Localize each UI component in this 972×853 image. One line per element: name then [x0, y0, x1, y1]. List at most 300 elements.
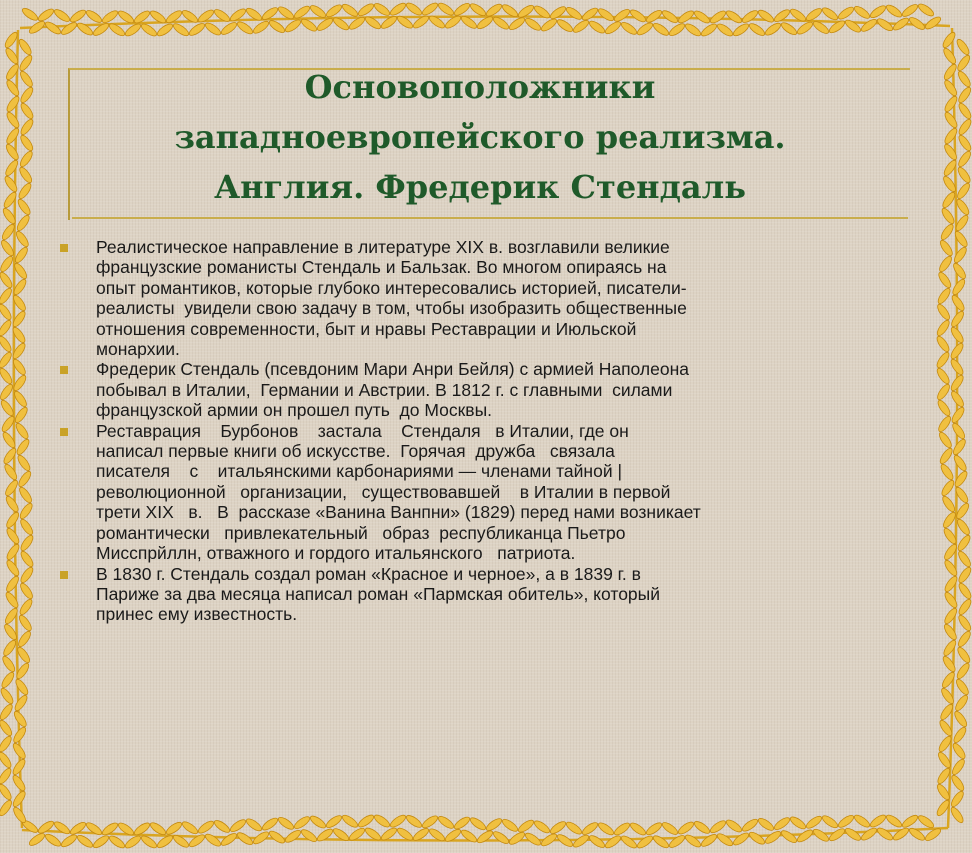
laurel-leaf-icon — [2, 447, 18, 466]
laurel-leaf-icon — [197, 819, 216, 835]
laurel-leaf-icon — [12, 278, 28, 297]
laurel-leaf-icon — [11, 358, 27, 377]
laurel-leaf-icon — [952, 454, 968, 473]
laurel-leaf-icon — [12, 710, 28, 729]
laurel-leaf-icon — [620, 20, 639, 36]
laurel-leaf-icon — [396, 14, 415, 30]
laurel-leaf-icon — [85, 821, 104, 837]
laurel-leaf-icon — [5, 95, 21, 114]
text-line: Реалистическое направление в литературе XIX в. возглавили великие — [96, 237, 670, 257]
laurel-leaf-icon — [149, 9, 168, 25]
laurel-leaf-icon — [629, 821, 648, 837]
text-line: Париже за два месяца написал роман «Пармская обитель», который — [96, 583, 661, 604]
laurel-leaf-icon — [261, 816, 280, 832]
laurel-leaf-icon — [4, 143, 20, 162]
laurel-leaf-icon — [517, 3, 536, 19]
laurel-leaf-icon — [588, 833, 607, 849]
laurel-leaf-icon — [950, 774, 966, 793]
laurel-leaf-icon — [572, 833, 591, 849]
laurel-leaf-icon — [953, 470, 969, 489]
laurel-leaf-icon — [828, 827, 847, 843]
laurel-leaf-icon — [17, 182, 33, 201]
laurel-leaf-icon — [4, 495, 20, 514]
laurel-leaf-icon — [741, 8, 760, 24]
laurel-leaf-icon — [15, 214, 31, 233]
laurel-leaf-icon — [300, 828, 319, 844]
laurel-leaf-icon — [165, 820, 184, 836]
text-line: опыт романтиков, которые глубоко интересовались историей, писатели- — [96, 277, 687, 298]
laurel-leaf-icon — [101, 821, 120, 837]
laurel-leaf-icon — [18, 598, 34, 617]
laurel-leaf-icon — [908, 826, 927, 842]
laurel-leaf-icon — [942, 623, 958, 642]
laurel-leaf-icon — [935, 351, 951, 370]
laurel-leaf-icon — [16, 198, 32, 217]
bullet-item — [58, 237, 818, 359]
laurel-leaf-icon — [684, 22, 703, 38]
laurel-leaf-icon — [21, 818, 40, 834]
laurel-leaf-icon — [951, 262, 967, 281]
laurel-leaf-icon — [572, 18, 591, 34]
laurel-leaf-icon — [28, 19, 47, 35]
laurel-leaf-icon — [0, 255, 15, 274]
laurel-leaf-icon — [869, 4, 888, 20]
laurel-leaf-icon — [18, 54, 34, 73]
laurel-leaf-icon — [941, 655, 957, 674]
laurel-leaf-icon — [0, 271, 14, 290]
laurel-leaf-icon — [942, 63, 958, 82]
title-line: Основоположники — [304, 68, 656, 106]
laurel-leaf-icon — [364, 15, 383, 31]
laurel-leaf-icon — [3, 479, 19, 498]
laurel-leaf-icon — [942, 527, 958, 546]
laurel-leaf-icon — [937, 735, 953, 754]
laurel-leaf-icon — [885, 813, 904, 829]
laurel-leaf-icon — [380, 826, 399, 842]
laurel-leaf-icon — [18, 502, 34, 521]
laurel-leaf-icon — [0, 319, 13, 338]
laurel-leaf-icon — [949, 790, 965, 809]
laurel-leaf-icon — [389, 813, 408, 829]
laurel-leaf-icon — [549, 819, 568, 835]
text-line: реалисты увидели свою задачу в том, чтобы изобразить общественные — [96, 298, 687, 319]
laurel-leaf-icon — [885, 3, 904, 19]
bullet-list — [58, 237, 818, 625]
laurel-leaf-icon — [53, 820, 72, 836]
laurel-leaf-icon — [0, 703, 14, 722]
laurel-leaf-icon — [652, 834, 671, 850]
laurel-leaf-icon — [453, 815, 472, 831]
laurel-leaf-icon — [0, 383, 15, 402]
laurel-leaf-icon — [757, 8, 776, 24]
laurel-leaf-icon — [939, 223, 955, 242]
laurel-leaf-icon — [540, 832, 559, 848]
laurel-leaf-icon — [956, 550, 972, 569]
laurel-leaf-icon — [953, 694, 969, 713]
laurel-leaf-icon — [780, 21, 799, 37]
title-line: западноевропейского реализма. — [174, 118, 786, 156]
slide-title — [120, 62, 840, 212]
laurel-leaf-icon — [684, 833, 703, 849]
laurel-leaf-icon — [277, 5, 296, 21]
laurel-leaf-icon — [444, 14, 463, 30]
laurel-leaf-icon — [613, 821, 632, 837]
laurel-leaf-icon — [16, 454, 32, 473]
laurel-leaf-icon — [236, 20, 255, 36]
laurel-leaf-icon — [357, 2, 376, 18]
laurel-leaf-icon — [277, 815, 296, 831]
laurel-leaf-icon — [956, 70, 972, 89]
laurel-leaf-icon — [0, 223, 16, 242]
laurel-leaf-icon — [124, 834, 143, 850]
laurel-leaf-icon — [917, 2, 936, 18]
laurel-leaf-icon — [12, 374, 28, 393]
laurel-leaf-icon — [229, 7, 248, 23]
laurel-leaf-icon — [0, 335, 13, 354]
laurel-leaf-icon — [11, 310, 27, 329]
laurel-leaf-icon — [956, 150, 972, 169]
laurel-leaf-icon — [957, 134, 972, 153]
laurel-leaf-icon — [18, 582, 34, 601]
laurel-leaf-icon — [508, 830, 527, 846]
laurel-leaf-icon — [732, 831, 751, 847]
laurel-leaf-icon — [92, 21, 111, 37]
laurel-leaf-icon — [325, 3, 344, 19]
laurel-leaf-icon — [0, 799, 14, 818]
laurel-leaf-icon — [0, 399, 15, 418]
text-line: трети XIX в. В рассказе «Ванина Ванпни» (1829) перед нами возникает — [96, 502, 701, 523]
laurel-leaf-icon — [11, 742, 27, 761]
laurel-leaf-icon — [140, 834, 159, 850]
laurel-leaf-icon — [220, 20, 239, 36]
laurel-leaf-icon — [957, 582, 972, 601]
laurel-leaf-icon — [936, 399, 952, 418]
laurel-leaf-icon — [956, 646, 972, 665]
laurel-leaf-icon — [188, 21, 207, 37]
laurel-leaf-icon — [229, 818, 248, 834]
laurel-leaf-icon — [950, 406, 966, 425]
laurel-leaf-icon — [76, 21, 95, 37]
laurel-leaf-icon — [773, 816, 792, 832]
laurel-leaf-icon — [908, 15, 927, 31]
laurel-leaf-icon — [892, 16, 911, 32]
laurel-leaf-icon — [943, 95, 959, 114]
laurel-leaf-icon — [2, 623, 18, 642]
laurel-leaf-icon — [581, 820, 600, 836]
laurel-leaf-icon — [764, 21, 783, 37]
laurel-leaf-icon — [780, 829, 799, 845]
laurel-leaf-icon — [140, 22, 159, 38]
laurel-leaf-icon — [14, 422, 30, 441]
laurel-leaf-icon — [942, 639, 958, 658]
laurel-leaf-icon — [460, 14, 479, 30]
laurel-leaf-icon — [13, 694, 29, 713]
laurel-leaf-icon — [556, 18, 575, 34]
laurel-leaf-icon — [950, 758, 966, 777]
laurel-leaf-icon — [954, 678, 970, 697]
laurel-leaf-icon — [860, 17, 879, 33]
laurel-leaf-icon — [268, 18, 287, 34]
laurel-leaf-icon — [940, 671, 956, 690]
laurel-leaf-icon — [21, 6, 40, 22]
laurel-leaf-icon — [17, 614, 33, 633]
laurel-leaf-icon — [18, 150, 34, 169]
laurel-leaf-icon — [1, 431, 17, 450]
laurel-leaf-icon — [636, 834, 655, 850]
laurel-leaf-icon — [597, 7, 616, 23]
laurel-leaf-icon — [316, 827, 335, 843]
laurel-leaf-icon — [844, 18, 863, 34]
laurel-leaf-icon — [476, 829, 495, 845]
laurel-leaf-icon — [581, 6, 600, 22]
laurel-leaf-icon — [213, 7, 232, 23]
laurel-leaf-icon — [629, 8, 648, 24]
laurel-leaf-icon — [661, 9, 680, 25]
laurel-leaf-icon — [245, 6, 264, 22]
laurel-leaf-icon — [938, 239, 954, 258]
laurel-leaf-icon — [951, 422, 967, 441]
laurel-leaf-icon — [373, 1, 392, 17]
laurel-leaf-icon — [108, 834, 127, 850]
laurel-leaf-icon — [5, 127, 21, 146]
laurel-leaf-icon — [901, 813, 920, 829]
laurel-leaf-icon — [16, 630, 32, 649]
laurel-leaf-icon — [517, 818, 536, 834]
laurel-leaf-icon — [380, 14, 399, 30]
laurel-leaf-icon — [0, 671, 16, 690]
laurel-leaf-icon — [949, 358, 965, 377]
laurel-leaf-icon — [955, 502, 971, 521]
laurel-leaf-icon — [15, 662, 31, 681]
text-line: Мисспрйллн, отважного и гордого итальянского патриота. — [96, 543, 576, 564]
laurel-leaf-icon — [939, 703, 955, 722]
laurel-leaf-icon — [492, 829, 511, 845]
laurel-leaf-icon — [853, 813, 872, 829]
laurel-leaf-icon — [0, 367, 14, 386]
laurel-leaf-icon — [636, 21, 655, 37]
laurel-leaf-icon — [0, 751, 13, 770]
laurel-leaf-icon — [5, 527, 21, 546]
laurel-leaf-icon — [924, 15, 943, 31]
bullet-item — [58, 564, 818, 625]
laurel-leaf-icon — [954, 214, 970, 233]
laurel-leaf-icon — [13, 406, 29, 425]
text-line: монархии. — [96, 339, 180, 360]
laurel-leaf-icon — [953, 710, 969, 729]
laurel-leaf-icon — [796, 828, 815, 844]
laurel-leaf-icon — [741, 817, 760, 833]
laurel-leaf-icon — [935, 799, 951, 818]
laurel-leaf-icon — [172, 22, 191, 38]
laurel-leaf-icon — [957, 86, 972, 105]
laurel-leaf-icon — [940, 207, 956, 226]
laurel-leaf-icon — [943, 111, 959, 130]
laurel-leaf-icon — [937, 431, 953, 450]
laurel-leaf-icon — [935, 335, 951, 354]
laurel-leaf-icon — [5, 111, 21, 130]
laurel-leaf-icon — [821, 6, 840, 22]
laurel-leaf-icon — [709, 9, 728, 25]
laurel-leaf-icon — [101, 9, 120, 25]
laurel-leaf-icon — [700, 832, 719, 848]
laurel-leaf-icon — [1, 207, 17, 226]
laurel-leaf-icon — [4, 591, 20, 610]
laurel-leaf-icon — [549, 5, 568, 21]
laurel-leaf-icon — [15, 438, 31, 457]
laurel-leaf-icon — [941, 511, 957, 530]
laurel-leaf-icon — [942, 159, 958, 178]
laurel-leaf-icon — [936, 751, 952, 770]
laurel-leaf-icon — [60, 833, 79, 849]
laurel-leaf-icon — [604, 20, 623, 36]
laurel-leaf-icon — [204, 832, 223, 848]
laurel-leaf-icon — [11, 774, 27, 793]
laurel-leaf-icon — [805, 814, 824, 830]
laurel-leaf-icon — [773, 8, 792, 24]
laurel-leaf-icon — [412, 826, 431, 842]
laurel-leaf-icon — [620, 834, 639, 850]
laurel-leaf-icon — [956, 534, 972, 553]
laurel-leaf-icon — [19, 118, 35, 137]
laurel-leaf-icon — [11, 806, 27, 825]
laurel-leaf-icon — [156, 22, 175, 38]
laurel-leaf-icon — [476, 15, 495, 31]
text-line: писателя с итальянскими карбонариями — членами тайной | — [96, 461, 623, 482]
square-bullet-icon — [60, 571, 68, 579]
laurel-leaf-icon — [284, 828, 303, 844]
laurel-leaf-icon — [949, 326, 965, 345]
laurel-leaf-icon — [245, 817, 264, 833]
laurel-leaf-icon — [0, 303, 13, 322]
laurel-leaf-icon — [956, 54, 972, 73]
laurel-leaf-icon — [533, 4, 552, 20]
laurel-leaf-icon — [293, 4, 312, 20]
laurel-leaf-icon — [940, 479, 956, 498]
text-line: французской армии он прошел путь до Москвы. — [96, 400, 493, 421]
laurel-leaf-icon — [951, 278, 967, 297]
laurel-leaf-icon — [942, 143, 958, 162]
laurel-leaf-icon — [13, 262, 29, 281]
laurel-leaf-icon — [181, 8, 200, 24]
laurel-leaf-icon — [957, 118, 972, 137]
laurel-leaf-icon — [17, 470, 33, 489]
laurel-leaf-icon — [341, 813, 360, 829]
laurel-leaf-icon — [789, 7, 808, 23]
laurel-leaf-icon — [0, 351, 13, 370]
laurel-leaf-icon — [957, 614, 972, 633]
laurel-leaf-icon — [5, 559, 21, 578]
title-line: Англия. Фредерик Стендаль — [214, 168, 746, 206]
laurel-leaf-icon — [540, 17, 559, 33]
laurel-leaf-icon — [165, 9, 184, 25]
laurel-leaf-icon — [936, 767, 952, 786]
laurel-leaf-icon — [14, 230, 30, 249]
laurel-leaf-icon — [716, 832, 735, 848]
laurel-leaf-icon — [19, 550, 35, 569]
laurel-leaf-icon — [325, 813, 344, 829]
laurel-leaf-icon — [524, 16, 543, 32]
text-line: отношения современности, быт и нравы Реставрации и Июльской — [96, 318, 637, 339]
laurel-leaf-icon — [0, 735, 13, 754]
laurel-leaf-icon — [935, 783, 951, 802]
laurel-leaf-icon — [942, 543, 958, 562]
square-bullet-icon — [60, 366, 68, 374]
laurel-leaf-icon — [37, 7, 56, 23]
laurel-leaf-icon — [124, 22, 143, 38]
laurel-leaf-icon — [943, 591, 959, 610]
laurel-leaf-icon — [19, 566, 35, 585]
laurel-leaf-icon — [661, 820, 680, 836]
text-line: революционной организации, существовавшей в Италии в первой — [96, 481, 671, 502]
laurel-leaf-icon — [613, 7, 632, 23]
laurel-leaf-icon — [357, 813, 376, 829]
laurel-leaf-icon — [936, 287, 952, 306]
laurel-leaf-icon — [348, 826, 367, 842]
laurel-leaf-icon — [955, 182, 971, 201]
laurel-leaf-icon — [860, 826, 879, 842]
laurel-leaf-icon — [853, 4, 872, 20]
laurel-leaf-icon — [677, 9, 696, 25]
laurel-leaf-icon — [11, 790, 27, 809]
laurel-leaf-icon — [3, 607, 19, 626]
laurel-leaf-icon — [924, 827, 943, 843]
laurel-leaf-icon — [76, 833, 95, 849]
laurel-leaf-icon — [69, 820, 88, 836]
laurel-leaf-icon — [293, 815, 312, 831]
laurel-leaf-icon — [412, 14, 431, 30]
laurel-leaf-icon — [938, 719, 954, 738]
laurel-leaf-icon — [955, 38, 971, 57]
laurel-leaf-icon — [437, 814, 456, 830]
laurel-leaf-icon — [60, 20, 79, 36]
laurel-leaf-icon — [937, 271, 953, 290]
laurel-leaf-icon — [348, 15, 367, 31]
laurel-leaf-icon — [952, 246, 968, 265]
square-bullet-icon — [60, 428, 68, 436]
laurel-leaf-icon — [405, 813, 424, 829]
laurel-leaf-icon — [812, 827, 831, 843]
laurel-leaf-icon — [716, 22, 735, 38]
laurel-leaf-icon — [935, 319, 951, 338]
laurel-leaf-icon — [956, 630, 972, 649]
laurel-leaf-icon — [949, 806, 965, 825]
laurel-leaf-icon — [943, 575, 959, 594]
laurel-leaf-icon — [252, 830, 271, 846]
laurel-leaf-icon — [0, 767, 13, 786]
laurel-leaf-icon — [957, 102, 972, 121]
laurel-leaf-icon — [935, 303, 951, 322]
text-line: В 1830 г. Стендаль создал роман «Красное и черное», а в 1839 г. в — [96, 563, 641, 584]
laurel-leaf-icon — [935, 367, 951, 386]
laurel-leaf-icon — [18, 70, 34, 89]
laurel-leaf-icon — [14, 678, 30, 697]
laurel-leaf-icon — [156, 834, 175, 850]
laurel-leaf-icon — [117, 9, 136, 25]
laurel-leaf-icon — [668, 833, 687, 849]
laurel-leaf-icon — [44, 20, 63, 36]
laurel-leaf-icon — [821, 814, 840, 830]
laurel-leaf-icon — [437, 1, 456, 17]
laurel-leaf-icon — [955, 198, 971, 217]
laurel-leaf-icon — [588, 19, 607, 35]
laurel-leaf-icon — [693, 9, 712, 25]
laurel-leaf-icon — [492, 15, 511, 31]
text-line: побывал в Италии, Германии и Австрии. В 1812 г. с главными силами — [96, 379, 673, 400]
laurel-leaf-icon — [941, 31, 957, 50]
laurel-leaf-icon — [4, 47, 20, 66]
laurel-leaf-icon — [0, 239, 16, 258]
laurel-leaf-icon — [44, 832, 63, 848]
